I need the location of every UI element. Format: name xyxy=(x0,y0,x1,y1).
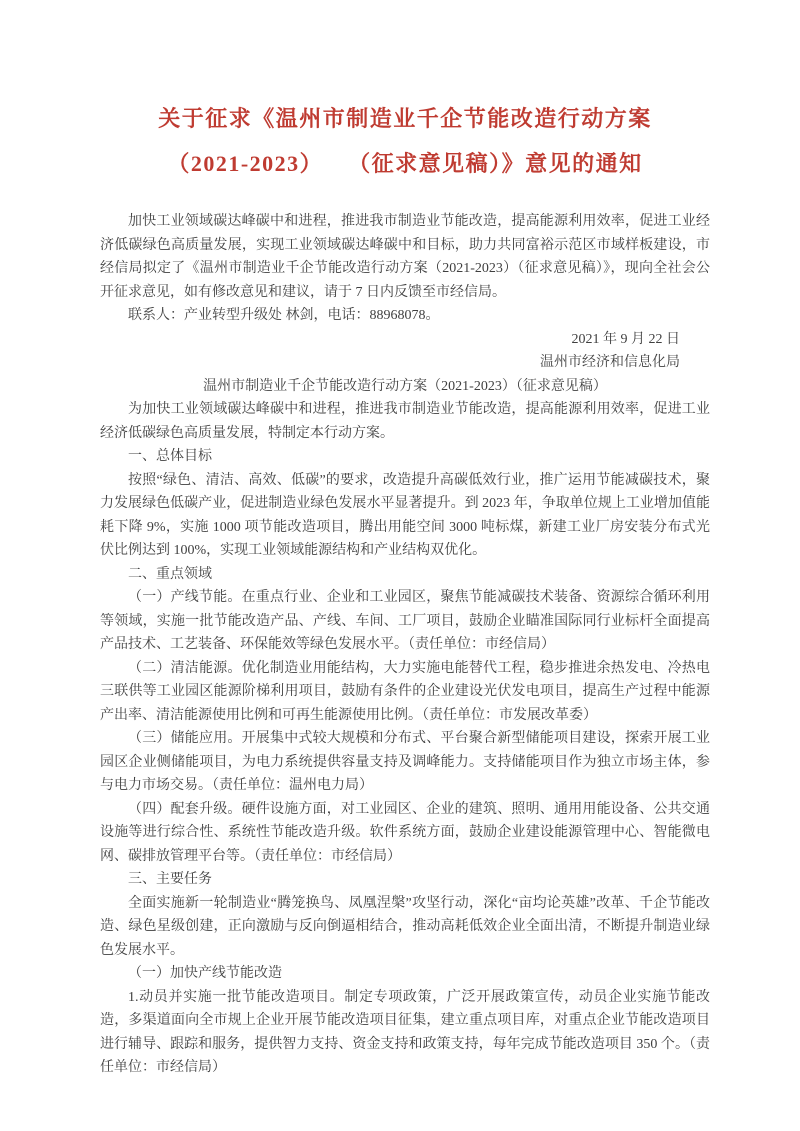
key-area-item-supporting-upgrade: （四）配套升级。硬件设施方面，对工业园区、企业的建筑、照明、通用用能设备、公共交通设施等进行综合性、系统性节能改造升级。软件系统方面，鼓励企业建设能源管理中心、智能微电网、碳排放管理平台等。（责任单位：市经信局） xyxy=(100,801,710,864)
document-body xyxy=(100,210,710,1080)
section-body-overall-goals: 按照“绿色、清洁、高效、低碳”的要求，改造提升高碳低效行业，推广运用节能减碳技术，聚力发展绿色低碳产业，促进制造业绿色发展水平显著提升。到 2023 年，争取单位规上工业增加值能耗下降 9%，实施 1000 项节能改造项目，腾出用能空间 3000 吨标煤，新建工业厂房安装分布式光伏比例达到 100%，实现工业领域能源结构和产业结构双优化。 xyxy=(100,472,710,558)
notice-issuer-line: 温州市经济和信息化局 xyxy=(540,355,680,370)
section-heading-main-tasks: 三、主要任务 xyxy=(128,872,212,887)
plan-document-title: 温州市制造业千企节能改造行动方案（2021-2023）（征求意见稿） xyxy=(203,378,607,394)
notice-title-line1: 关于征求《温州市制造业千企节能改造行动方案 xyxy=(158,106,652,131)
section-heading-key-areas: 二、重点领域 xyxy=(128,566,212,582)
notice-title xyxy=(100,96,710,186)
notice-intro-paragraph: 加快工业领域碳达峰碳中和进程，推进我市制造业节能改造，提高能源利用效率，促进工业经济低碳绿色高质量发展，实现工业领域碳达峰碳中和目标，助力共同富裕示范区市域样板建设，市经信局拟定了《温州市制造业千企节能改造行动方案（2021-2023）（征求意见稿）》，现向全社会公开征求意见，如有修改意见和建议，请于 7 日内反馈至市经信局。 xyxy=(100,214,710,300)
plan-preamble-paragraph: 为加快工业领域碳达峰碳中和进程，推进我市制造业节能改造，提高能源利用效率，促进工业经济低碳绿色高质量发展，特制定本行动方案。 xyxy=(100,402,710,441)
key-area-item-clean-energy: （二）清洁能源。优化制造业用能结构，大力实施电能替代工程，稳步推进余热发电、冷热电三联供等工业园区能源阶梯利用项目，鼓励有条件的企业建设光伏发电项目，提高生产过程中能源产出率、清洁能源使用比例和可再生能源使用比例。（责任单位：市发展改革委） xyxy=(100,660,710,723)
key-area-item-production-line: （一）产线节能。在重点行业、企业和工业园区，聚焦节能减碳技术装备、资源综合循环利用等领域，实施一批节能改造产品、产线、车间、工厂项目，鼓励企业瞄准国际同行业标杆全面提高产品技术、工艺装备、环保能效等绿色发展水平。（责任单位：市经信局） xyxy=(100,590,710,652)
key-area-item-energy-storage: （三）储能应用。开展集中式较大规模和分布式、平台聚合新型储能项目建设，探索开展工业园区企业侧储能项目，为电力系统提供容量支持及调峰能力。支持储能项目作为独立市场主体，参与电力市场交易。（责任单位：温州电力局） xyxy=(100,731,710,793)
task-body-production-line-retrofit: 1.动员并实施一批节能改造项目。制定专项政策，广泛开展政策宣传，动员企业实施节能改造，多渠道面向全市规上企业开展节能改造项目征集，建立重点项目库，对重点企业节能改造项目进行辅导、跟踪和服务，提供智力支持、资金支持和政策支持，每年完成节能改造项目 350 个。（责任单位：市经信局） xyxy=(100,989,710,1075)
notice-contact-line: 联系人：产业转型升级处 林剑，电话：88968078。 xyxy=(128,308,440,323)
section-heading-overall-goals: 一、总体目标 xyxy=(128,449,212,464)
task-heading-production-line-retrofit: （一）加快产线节能改造 xyxy=(128,966,282,981)
notice-date-line: 2021 年 9 月 22 日 xyxy=(571,331,680,347)
notice-title-line2: （2021-2023） （征求意见稿）》意见的通知 xyxy=(167,151,643,176)
section-body-main-tasks: 全面实施新一轮制造业“腾笼换鸟、凤凰涅槃”攻坚行动，深化“亩均论英雄”改革、千企节能改造、绿色星级创建，正向激励与反向倒逼相结合，推动高耗低效企业全面出清，不断提升制造业绿色发展水平。 xyxy=(100,895,710,958)
